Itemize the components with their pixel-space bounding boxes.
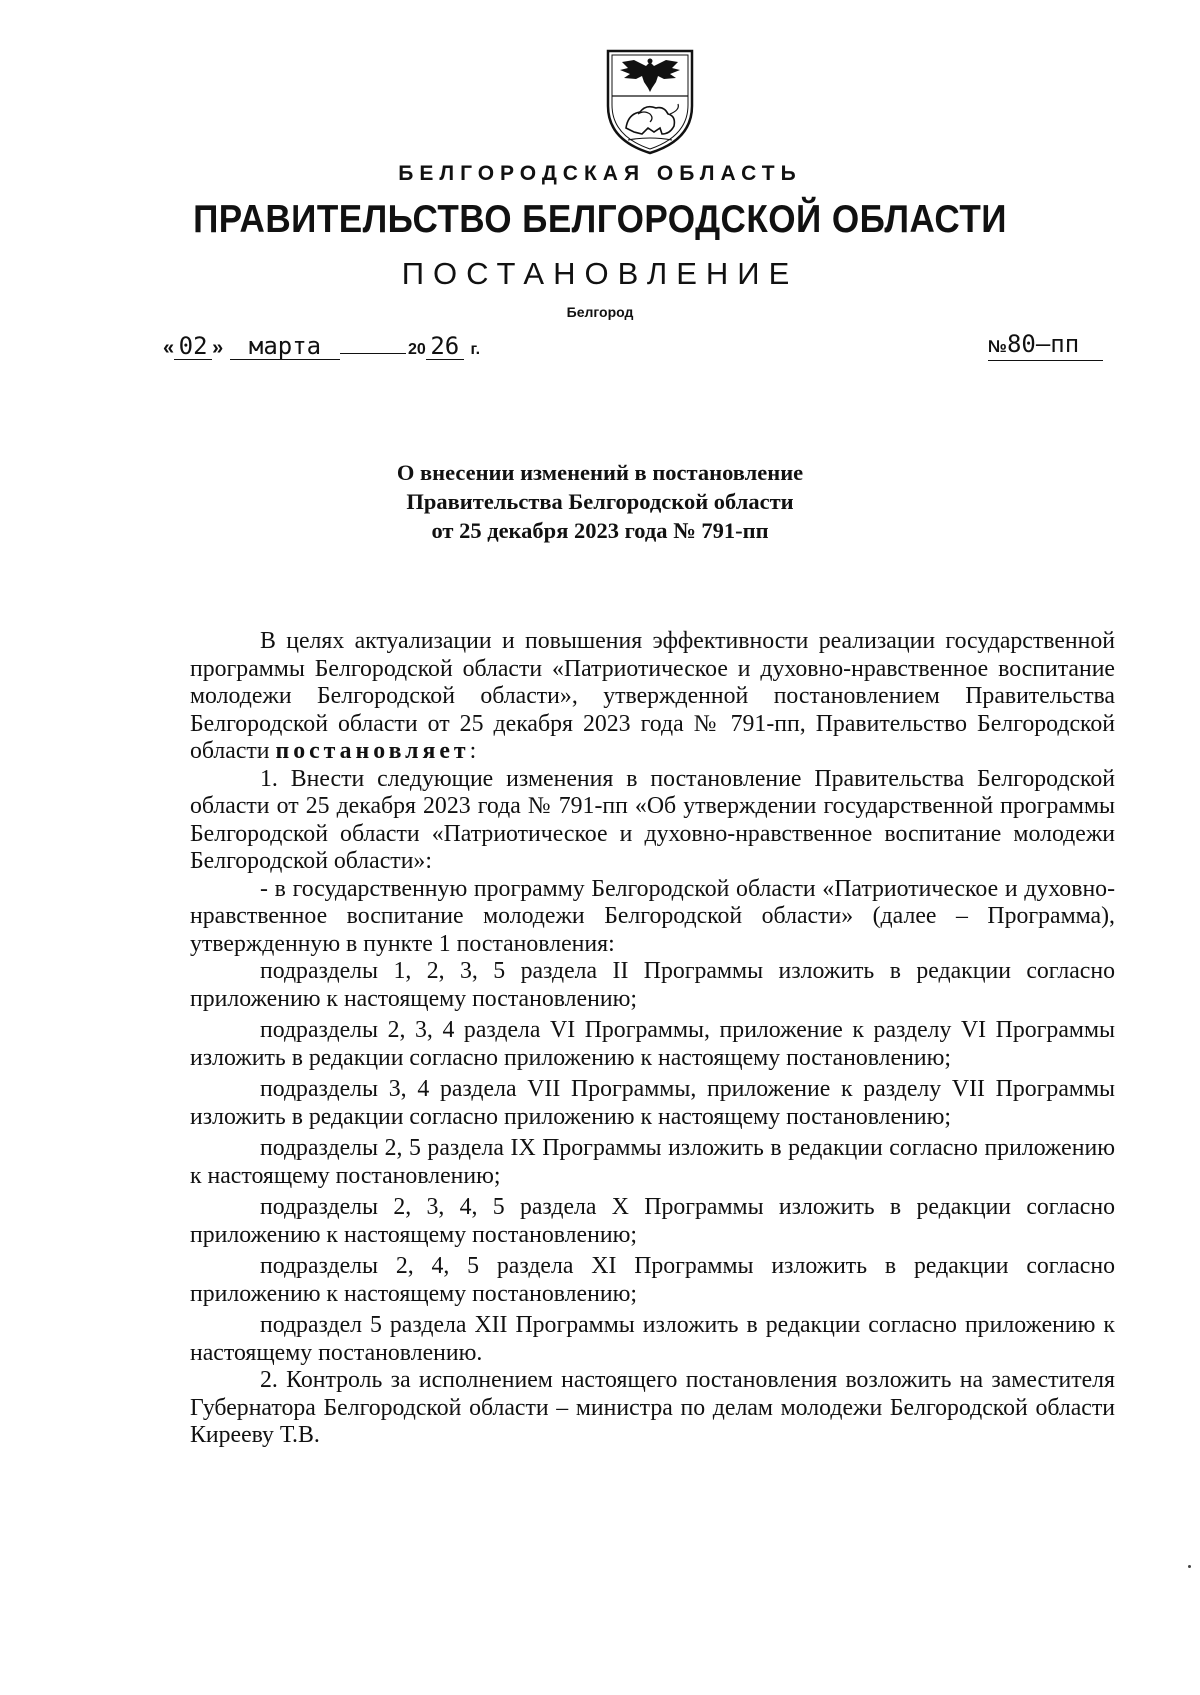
resolves-word: постановляет <box>275 738 470 764</box>
scan-speck <box>1188 1565 1191 1568</box>
date-open-quote: « <box>163 337 175 359</box>
change-item: подразделы 3, 4 раздела VII Программы, приложение к разделу VII Программы изложить в редакции согласно приложению к настоящему постановлению; <box>190 1076 1115 1130</box>
change-item: подразделы 2, 3, 4, 5 раздела X Программы изложить в редакции согласно приложению к настоящему постановлению; <box>190 1194 1115 1248</box>
item-1: 1. Внести следующие изменения в постановление Правительства Белгородской области от 25 декабря 2023 года № 791-пп «Об утверждении государственной программы Белгородской области «Патриотическое и духовно-нравственное воспитание молодежи Белгородской области»: <box>190 765 1115 874</box>
date-month-underline <box>340 353 406 354</box>
date-day: 02 <box>174 333 212 360</box>
document-number <box>988 330 1103 361</box>
city-name: Белгород <box>566 304 634 320</box>
item-2: 2. Контроль за исполнением настоящего постановления возложить на заместителя Губернатора Белгородской области – министра по делам молодежи Белгородской области Кирееву Т.В. <box>190 1367 1115 1448</box>
item-1-subitem: - в государственную программу Белгородской области «Патриотическое и духовно-нравственное воспитание молодежи Белгородской области» (далее – Программа), утвержденную в пункте 1 постановления: <box>190 875 1115 957</box>
document-subject <box>190 458 1010 545</box>
subject-line: от 25 декабря 2023 года № 791-пп <box>431 518 769 543</box>
document-type: ПОСТАНОВЛЕНИЕ <box>401 256 799 291</box>
date-month: марта <box>230 333 340 360</box>
change-item: подразделы 2, 5 раздела IX Программы изложить в редакции согласно приложению к настоящему постановлению; <box>190 1135 1115 1189</box>
document-body <box>190 628 1115 1450</box>
change-item: подраздел 5 раздела XII Программы изложить в редакции согласно приложению к настоящему постановлению. <box>190 1312 1115 1366</box>
resolves-colon: : <box>469 738 477 764</box>
date-year-suffix: 26 <box>426 333 464 360</box>
preamble-paragraph <box>190 628 1115 766</box>
preamble-text: В целях актуализации и повышения эффективности реализации государственной программы Белгородской области «Патриотическое и духовно-нравственное воспитание молодежи Белгородской области», утвержденной постановлением Правительства Белгородской области от 25 декабря 2023 года № 791-пп, Правительство Белгородской области <box>190 628 1115 764</box>
subject-line: Правительства Белгородской области <box>406 489 794 514</box>
number-label: № <box>988 337 1007 356</box>
date-close-quote: » <box>212 337 224 359</box>
date-year-mark: г. <box>470 341 481 358</box>
subject-line: О внесении изменений в постановление <box>396 460 804 485</box>
date-year-prefix: 20 <box>408 341 426 358</box>
number-value: 80–пп <box>1006 330 1080 358</box>
government-title: ПРАВИТЕЛЬСТВО БЕЛГОРОДСКОЙ ОБЛАСТИ <box>193 198 1007 241</box>
region-name: БЕЛГОРОДСКАЯ ОБЛАСТЬ <box>398 162 802 185</box>
change-item: подразделы 2, 3, 4 раздела VI Программы, приложение к разделу VI Программы изложить в редакции согласно приложению к настоящему постановлению; <box>190 1017 1115 1071</box>
belgorod-coat-of-arms-icon <box>604 48 696 156</box>
document-date <box>163 330 480 364</box>
change-item: подразделы 2, 4, 5 раздела XI Программы изложить в редакции согласно приложению к настоящему постановлению; <box>190 1253 1115 1307</box>
change-item: подразделы 1, 2, 3, 5 раздела II Программы изложить в редакции согласно приложению к настоящему постановлению; <box>190 958 1115 1012</box>
